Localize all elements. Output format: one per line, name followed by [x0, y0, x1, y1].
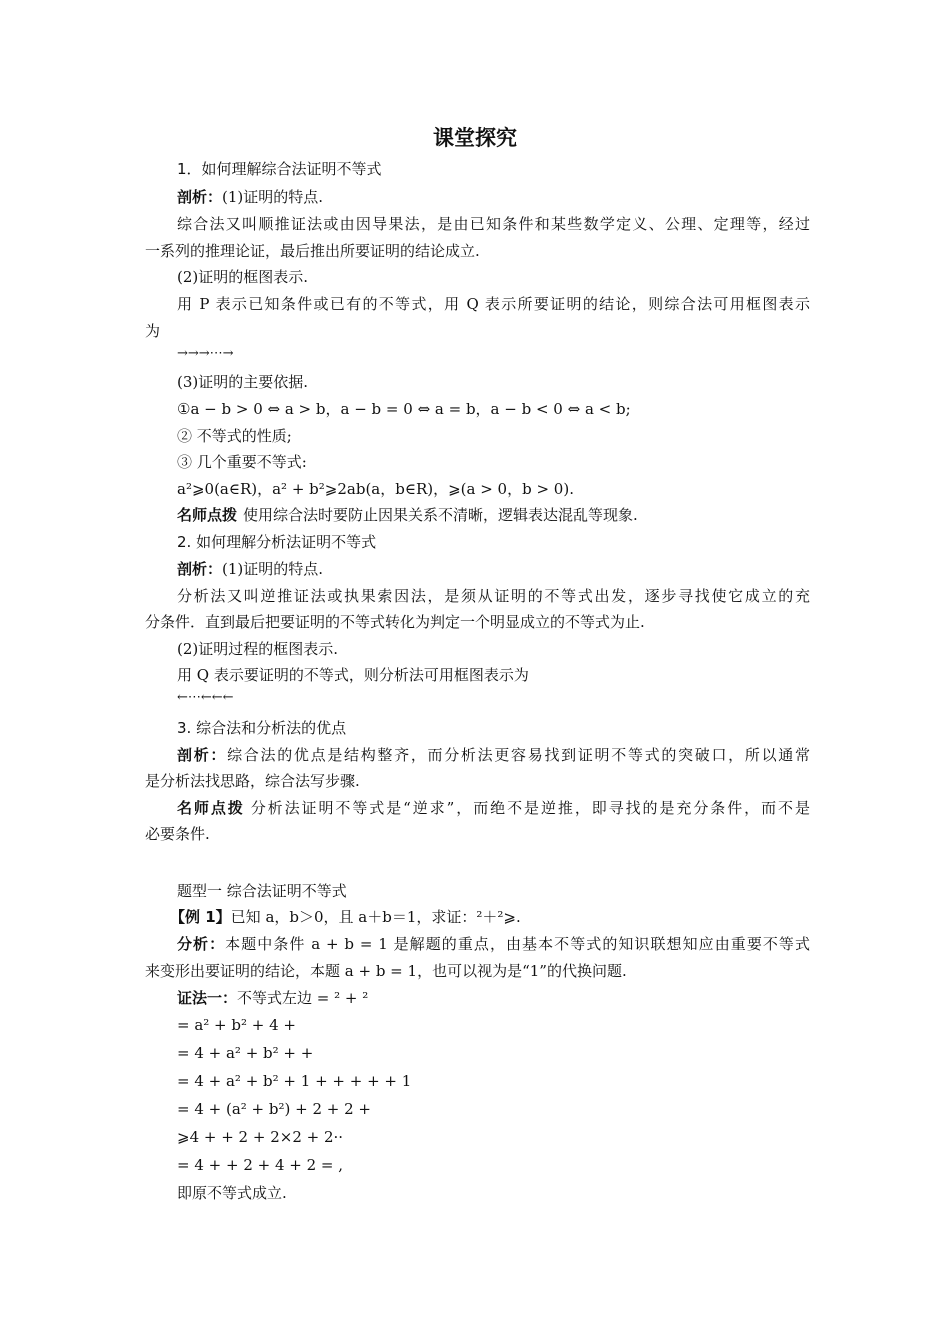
text: 综合法的优点是结构整齐，而分析法更容易找到证明不等式的突破口，所以通常 — [227, 746, 810, 764]
analysis-label: 剖析： — [177, 188, 223, 206]
proof-step: = 4 + + 2 + 4 + 2 = , — [177, 1156, 344, 1174]
paragraph-line: ② 不等式的性质; — [177, 427, 292, 445]
section-3-analysis-line — [177, 744, 810, 766]
paragraph-line: 用 Q 表示要证明的不等式，则分析法可用框图表示为 — [177, 666, 529, 684]
analysis-label: 分析： — [177, 935, 226, 953]
text: 不等式左边 = ² + ² — [237, 989, 369, 1007]
text: 本题中条件 a + b = 1 是解题的重点，由基本不等式的知识联想知应由重要不等式 — [225, 935, 810, 953]
paragraph-line: (3)证明的主要依据. — [177, 373, 309, 391]
topic-1-heading: 题型一 综合法证明不等式 — [177, 882, 347, 900]
section-1-analysis-line — [177, 186, 810, 208]
text: 已知 a，b＞0，且 a＋b＝1，求证：²＋²⩾. — [230, 908, 521, 926]
paragraph-line: (2)证明过程的框图表示. — [177, 640, 339, 658]
tip-line — [177, 504, 810, 526]
example-line — [170, 906, 835, 928]
paragraph-line: 来变形出要证明的结论，本题 a + b = 1，也可以视为是“1”的代换问题. — [145, 962, 627, 980]
text: (1)证明的特点. — [222, 560, 324, 578]
formula-line: a²⩾0(a∈R)，a² + b²⩾2ab(a，b∈R)，⩾(a > 0，b > 0). — [177, 480, 574, 498]
paragraph-line: 是分析法找思路，综合法写步骤. — [145, 772, 360, 790]
proof-step: = a² + b² + 4 + — [177, 1016, 296, 1034]
proof-step: ⩾4 + + 2 + 2×2 + 2·· — [177, 1128, 344, 1146]
text: 分析法证明不等式是“逆求”，而绝不是逆推，即寻找的是充分条件，而不是 — [250, 799, 810, 817]
paragraph-line: 用 P 表示已知条件或已有的不等式，用 Q 表示所要证明的结论，则综合法可用框图表示 — [177, 295, 810, 313]
text: 使用综合法时要防止因果关系不清晰，逻辑表达混乱等现象. — [243, 506, 638, 524]
proof-conclusion: 即原不等式成立. — [177, 1184, 287, 1202]
proof-step: = 4 + (a² + b²) + 2 + 2 + — [177, 1100, 371, 1118]
paragraph-line: (2)证明的框图表示. — [177, 268, 309, 286]
paragraph-line: 一系列的推理论证，最后推出所要证明的结论成立. — [145, 242, 480, 260]
paragraph-line: 综合法又叫顺推证法或由因导果法，是由已知条件和某些数学定义、公理、定理等，经过 — [177, 215, 810, 233]
section-1-heading: 1．如何理解综合法证明不等式 — [177, 160, 382, 178]
page-title: 课堂探究 — [433, 125, 517, 150]
tip-label: 名师点拨 — [177, 506, 238, 524]
tip-label: 名师点拨 — [177, 799, 245, 817]
paragraph-line: ③ 几个重要不等式: — [177, 453, 307, 471]
proof-line — [177, 987, 810, 1009]
example-label: 【例 1】 — [170, 908, 231, 926]
paragraph-line: 必要条件. — [145, 825, 210, 843]
paragraph-line: 为 — [145, 322, 161, 340]
flow-arrows: ←⋯←←← — [177, 690, 234, 705]
paragraph-line: 分条件．直到最后把要证明的不等式转化为判定一个明显成立的不等式为止. — [145, 613, 645, 631]
flow-arrows: →→→⋯→ — [177, 346, 234, 361]
section-2-heading: 2. 如何理解分析法证明不等式 — [177, 533, 377, 551]
proof-label: 证法一： — [177, 989, 238, 1007]
tip-line — [177, 797, 810, 819]
proof-step: = 4 + a² + b² + + — [177, 1044, 314, 1062]
section-3-heading: 3. 综合法和分析法的优点 — [177, 719, 347, 737]
text: (1)证明的特点. — [222, 188, 324, 206]
proof-step: = 4 + a² + b² + 1 + + + + + 1 — [177, 1072, 412, 1090]
section-2-analysis-line — [177, 558, 810, 580]
paragraph-line: 分析法又叫逆推证法或执果索因法，是须从证明的不等式出发，逐步寻找使它成立的充 — [177, 587, 810, 605]
analysis-label: 剖析： — [177, 560, 223, 578]
formula-line: ①a − b > 0 ⇔ a > b，a − b = 0 ⇔ a = b，a − b < 0 ⇔ a < b; — [177, 400, 631, 418]
analysis-label: 剖析： — [177, 746, 228, 764]
analysis-line — [177, 933, 810, 955]
